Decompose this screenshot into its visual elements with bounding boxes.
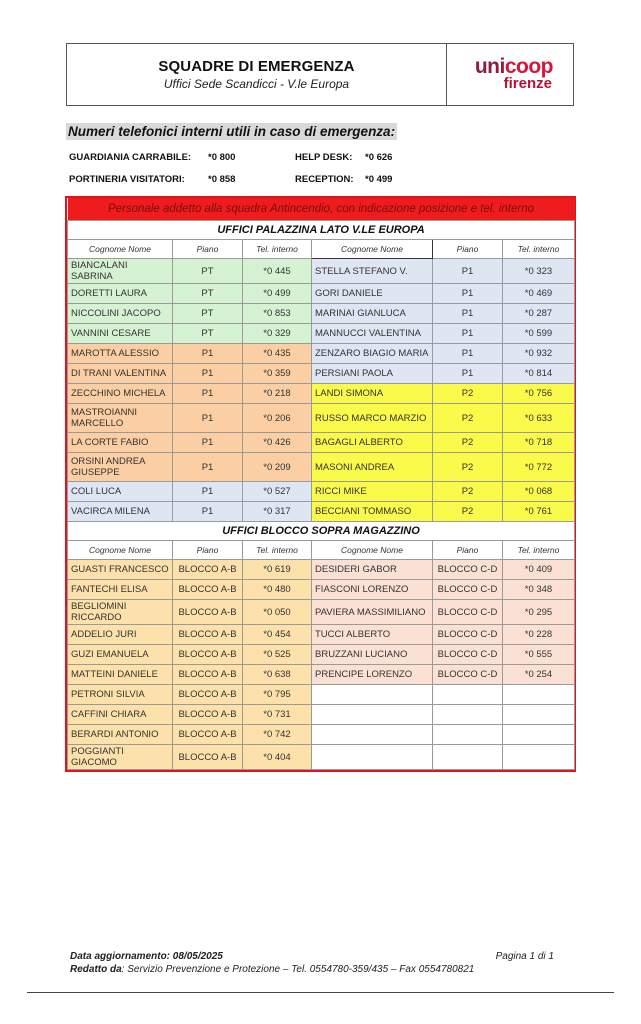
member-floor: P2 bbox=[433, 404, 503, 433]
member-name: LA CORTE FABIO bbox=[68, 433, 173, 453]
member-name: COLI LUCA bbox=[68, 482, 173, 502]
member-name: MAROTTA ALESSIO bbox=[68, 344, 173, 364]
member-floor: P1 bbox=[433, 259, 503, 284]
member-extension: *0 469 bbox=[503, 284, 575, 304]
logo-coop: coop bbox=[504, 55, 553, 78]
member-name: VACIRCA MILENA bbox=[68, 502, 173, 522]
member-extension: *0 742 bbox=[243, 725, 312, 745]
member-extension bbox=[503, 725, 575, 745]
number-label: PORTINERIA VISITATORI: bbox=[69, 174, 185, 185]
member-name: FIASCONI LORENZO bbox=[312, 580, 433, 600]
column-header: Tel. interno bbox=[503, 240, 575, 259]
member-extension: *0 814 bbox=[503, 364, 575, 384]
table-row bbox=[68, 580, 575, 600]
table-row bbox=[68, 259, 575, 284]
member-name: MARINAI GIANLUCA bbox=[312, 304, 433, 324]
table-row bbox=[68, 645, 575, 665]
member-name: BIANCALANI SABRINA bbox=[68, 259, 173, 284]
member-name: GORI DANIELE bbox=[312, 284, 433, 304]
member-extension: *0 317 bbox=[243, 502, 312, 522]
member-floor: P2 bbox=[433, 433, 503, 453]
page-subtitle: Uffici Sede Scandicci - V.le Europa bbox=[163, 77, 350, 91]
number-value: *0 800 bbox=[208, 152, 236, 163]
member-extension: *0 295 bbox=[503, 600, 575, 625]
member-name: RICCI MIKE bbox=[312, 482, 433, 502]
member-floor: PT bbox=[173, 304, 243, 324]
member-extension: *0 525 bbox=[243, 645, 312, 665]
member-name: LANDI SIMONA bbox=[312, 384, 433, 404]
column-header: Piano bbox=[173, 240, 243, 259]
member-name: GUASTI FRANCESCO bbox=[68, 560, 173, 580]
column-header: Tel. interno bbox=[243, 541, 312, 560]
member-name: CAFFINI CHIARA bbox=[68, 705, 173, 725]
member-name: BAGAGLI ALBERTO bbox=[312, 433, 433, 453]
table-row bbox=[68, 344, 575, 364]
column-header: Tel. interno bbox=[503, 541, 575, 560]
member-extension bbox=[503, 705, 575, 725]
member-extension: *0 426 bbox=[243, 433, 312, 453]
document-footer bbox=[70, 951, 554, 975]
emergency-numbers-heading: Numeri telefonici interni utili in caso di emergenza: bbox=[68, 124, 396, 139]
author-line bbox=[70, 964, 554, 975]
member-floor: BLOCCO A-B bbox=[173, 625, 243, 645]
member-extension: *0 209 bbox=[243, 453, 312, 482]
member-floor: P2 bbox=[433, 502, 503, 522]
table-row bbox=[68, 600, 575, 625]
member-name: MASONI ANDREA bbox=[312, 453, 433, 482]
member-floor: P2 bbox=[433, 482, 503, 502]
member-floor: BLOCCO A-B bbox=[173, 600, 243, 625]
member-floor: BLOCCO C-D bbox=[433, 560, 503, 580]
column-header: Piano bbox=[433, 541, 503, 560]
member-floor: PT bbox=[173, 324, 243, 344]
section-header-row bbox=[68, 522, 575, 541]
member-floor: P1 bbox=[433, 304, 503, 324]
logo-line-1 bbox=[474, 55, 553, 78]
table-row bbox=[68, 304, 575, 324]
member-name: PERSIANI PAOLA bbox=[312, 364, 433, 384]
member-extension: *0 050 bbox=[243, 600, 312, 625]
member-extension: *0 795 bbox=[243, 685, 312, 705]
member-extension: *0 932 bbox=[503, 344, 575, 364]
member-name: DESIDERI GABOR bbox=[312, 560, 433, 580]
author-text: : Servizio Prevenzione e Protezione – Tel. 0554780-359/435 – Fax 0554780821 bbox=[121, 964, 475, 975]
member-extension: *0 772 bbox=[503, 453, 575, 482]
member-floor: BLOCCO A-B bbox=[173, 725, 243, 745]
member-floor: BLOCCO A-B bbox=[173, 665, 243, 685]
member-floor bbox=[433, 705, 503, 725]
member-floor bbox=[433, 685, 503, 705]
member-extension: *0 409 bbox=[503, 560, 575, 580]
member-extension: *0 499 bbox=[243, 284, 312, 304]
table-row bbox=[68, 560, 575, 580]
page-title: SQUADRE DI EMERGENZA bbox=[158, 58, 355, 75]
member-floor: BLOCCO A-B bbox=[173, 560, 243, 580]
member-name: PRENCIPE LORENZO bbox=[312, 665, 433, 685]
column-header: Tel. interno bbox=[243, 240, 312, 259]
member-floor: P1 bbox=[173, 344, 243, 364]
member-extension: *0 228 bbox=[503, 625, 575, 645]
member-extension: *0 761 bbox=[503, 502, 575, 522]
table-row bbox=[68, 324, 575, 344]
title-cell bbox=[67, 44, 447, 105]
member-name: RUSSO MARCO MARZIO bbox=[312, 404, 433, 433]
logo-line-2: firenze bbox=[503, 75, 552, 92]
member-extension: *0 638 bbox=[243, 665, 312, 685]
member-name: TUCCI ALBERTO bbox=[312, 625, 433, 645]
logo-uni: uni bbox=[474, 55, 505, 78]
member-name bbox=[312, 725, 433, 745]
member-floor: BLOCCO C-D bbox=[433, 600, 503, 625]
member-name: BEGLIOMINI RICCARDO bbox=[68, 600, 173, 625]
fire-team-table bbox=[65, 196, 576, 772]
table-row bbox=[68, 625, 575, 645]
column-header: Cognome Nome bbox=[312, 541, 433, 560]
column-header: Cognome Nome bbox=[68, 541, 173, 560]
table-row bbox=[68, 433, 575, 453]
table-row bbox=[68, 725, 575, 745]
fire-team-grid bbox=[67, 198, 575, 770]
member-extension: *0 218 bbox=[243, 384, 312, 404]
member-name: NICCOLINI JACOPO bbox=[68, 304, 173, 324]
member-name: GUZI EMANUELA bbox=[68, 645, 173, 665]
member-extension: *0 633 bbox=[503, 404, 575, 433]
member-floor: BLOCCO A-B bbox=[173, 745, 243, 770]
number-value: *0 499 bbox=[365, 174, 393, 185]
number-label: RECEPTION: bbox=[295, 174, 354, 185]
column-header-row bbox=[68, 240, 575, 259]
table-row bbox=[68, 404, 575, 433]
table-row bbox=[68, 482, 575, 502]
member-floor bbox=[433, 725, 503, 745]
member-extension: *0 206 bbox=[243, 404, 312, 433]
table-row bbox=[68, 384, 575, 404]
member-name: DI TRANI VALENTINA bbox=[68, 364, 173, 384]
member-floor: BLOCCO C-D bbox=[433, 645, 503, 665]
emergency-numbers-row bbox=[66, 169, 576, 191]
member-floor: BLOCCO C-D bbox=[433, 625, 503, 645]
member-extension: *0 527 bbox=[243, 482, 312, 502]
member-extension: *0 454 bbox=[243, 625, 312, 645]
member-extension: *0 404 bbox=[243, 745, 312, 770]
member-name: PETRONI SILVIA bbox=[68, 685, 173, 705]
footer-divider bbox=[27, 992, 614, 993]
emergency-numbers bbox=[66, 123, 576, 191]
member-floor: P1 bbox=[173, 364, 243, 384]
member-extension: *0 853 bbox=[243, 304, 312, 324]
table-banner-row bbox=[68, 198, 575, 221]
member-name: ZENZARO BIAGIO MARIA bbox=[312, 344, 433, 364]
section-header-row bbox=[68, 221, 575, 240]
member-name: MATTEINI DANIELE bbox=[68, 665, 173, 685]
member-extension bbox=[503, 745, 575, 770]
table-row bbox=[68, 502, 575, 522]
table-banner: Personale addetto alla squadra Antincendio, con indicazione posizione e tel. interno bbox=[68, 198, 575, 221]
member-extension: *0 329 bbox=[243, 324, 312, 344]
member-name: ZECCHINO MICHELA bbox=[68, 384, 173, 404]
number-value: *0 858 bbox=[208, 174, 236, 185]
column-header: Piano bbox=[433, 240, 503, 259]
member-floor: P1 bbox=[173, 453, 243, 482]
member-extension: *0 480 bbox=[243, 580, 312, 600]
page-number: Pagina 1 di 1 bbox=[495, 951, 554, 962]
member-floor bbox=[433, 745, 503, 770]
table-body bbox=[68, 198, 575, 770]
member-floor: BLOCCO A-B bbox=[173, 685, 243, 705]
member-floor: PT bbox=[173, 284, 243, 304]
member-name: ORSINI ANDREA GIUSEPPE bbox=[68, 453, 173, 482]
table-row bbox=[68, 453, 575, 482]
member-extension bbox=[503, 685, 575, 705]
member-name: STELLA STEFANO V. bbox=[312, 259, 433, 284]
member-floor: P1 bbox=[173, 482, 243, 502]
number-label: HELP DESK: bbox=[295, 152, 353, 163]
member-name: POGGIANTI GIACOMO bbox=[68, 745, 173, 770]
section-title: UFFICI PALAZZINA LATO V.LE EUROPA bbox=[68, 221, 575, 240]
member-extension: *0 445 bbox=[243, 259, 312, 284]
member-floor: P1 bbox=[433, 364, 503, 384]
member-name: FANTECHI ELISA bbox=[68, 580, 173, 600]
member-floor: P1 bbox=[433, 344, 503, 364]
member-floor: BLOCCO C-D bbox=[433, 580, 503, 600]
update-date: Data aggiornamento: 08/05/2025 bbox=[70, 951, 223, 962]
member-name: BRUZZANI LUCIANO bbox=[312, 645, 433, 665]
member-name bbox=[312, 745, 433, 770]
column-header-row bbox=[68, 541, 575, 560]
member-name: DORETTI LAURA bbox=[68, 284, 173, 304]
member-floor: PT bbox=[173, 259, 243, 284]
member-name: VANNINI CESARE bbox=[68, 324, 173, 344]
section-title: UFFICI BLOCCO SOPRA MAGAZZINO bbox=[68, 522, 575, 541]
member-name: MANNUCCI VALENTINA bbox=[312, 324, 433, 344]
member-name: BERARDI ANTONIO bbox=[68, 725, 173, 745]
member-floor: P1 bbox=[173, 404, 243, 433]
member-floor: BLOCCO C-D bbox=[433, 665, 503, 685]
member-extension: *0 254 bbox=[503, 665, 575, 685]
member-extension: *0 068 bbox=[503, 482, 575, 502]
member-name: MASTROIANNI MARCELLO bbox=[68, 404, 173, 433]
member-name: PAVIERA MASSIMILIANO bbox=[312, 600, 433, 625]
member-floor: P1 bbox=[173, 433, 243, 453]
member-name bbox=[312, 685, 433, 705]
member-extension: *0 359 bbox=[243, 364, 312, 384]
table-row bbox=[68, 685, 575, 705]
member-floor: P1 bbox=[433, 324, 503, 344]
member-floor: P2 bbox=[433, 453, 503, 482]
member-extension: *0 599 bbox=[503, 324, 575, 344]
member-floor: P1 bbox=[433, 284, 503, 304]
member-extension: *0 555 bbox=[503, 645, 575, 665]
member-floor: P2 bbox=[433, 384, 503, 404]
number-value: *0 626 bbox=[365, 152, 393, 163]
number-label: GUARDIANIA CARRABILE: bbox=[69, 152, 192, 163]
member-extension: *0 435 bbox=[243, 344, 312, 364]
table-row bbox=[68, 705, 575, 725]
author-label: Redatto da bbox=[70, 964, 122, 975]
member-floor: P1 bbox=[173, 384, 243, 404]
table-row bbox=[68, 665, 575, 685]
column-header: Cognome Nome bbox=[312, 240, 433, 259]
table-row bbox=[68, 745, 575, 770]
member-floor: BLOCCO A-B bbox=[173, 705, 243, 725]
column-header: Cognome Nome bbox=[68, 240, 173, 259]
member-floor: P1 bbox=[173, 502, 243, 522]
member-extension: *0 619 bbox=[243, 560, 312, 580]
member-extension: *0 731 bbox=[243, 705, 312, 725]
document-header bbox=[66, 43, 574, 106]
table-row bbox=[68, 284, 575, 304]
member-floor: BLOCCO A-B bbox=[173, 580, 243, 600]
member-extension: *0 323 bbox=[503, 259, 575, 284]
member-name: BECCIANI TOMMASO bbox=[312, 502, 433, 522]
member-name bbox=[312, 705, 433, 725]
member-name: ADDELIO JURI bbox=[68, 625, 173, 645]
member-extension: *0 287 bbox=[503, 304, 575, 324]
member-floor: BLOCCO A-B bbox=[173, 645, 243, 665]
column-header: Piano bbox=[173, 541, 243, 560]
unicoop-firenze-logo bbox=[447, 44, 573, 105]
member-extension: *0 348 bbox=[503, 580, 575, 600]
member-extension: *0 718 bbox=[503, 433, 575, 453]
emergency-numbers-row bbox=[66, 147, 576, 169]
table-row bbox=[68, 364, 575, 384]
member-extension: *0 756 bbox=[503, 384, 575, 404]
